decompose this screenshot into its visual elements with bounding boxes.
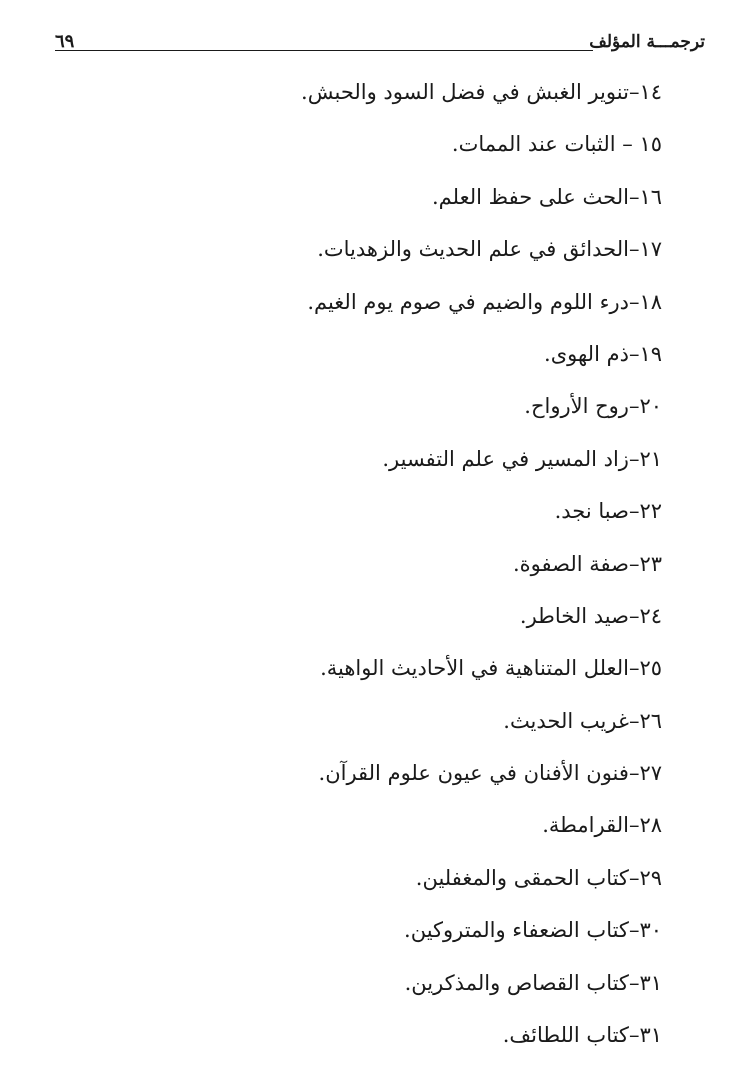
bibliography-list <box>102 72 662 1067</box>
list-item <box>102 753 662 805</box>
list-item <box>102 72 662 124</box>
item-dash: – <box>628 341 640 366</box>
item-number: ١٩ <box>639 341 662 366</box>
running-header <box>55 30 705 56</box>
item-number: ٢٣ <box>639 551 662 576</box>
item-dash: – <box>628 918 640 943</box>
item-dash: – <box>628 499 640 524</box>
item-title: فنون الأفنان في عيون علوم القرآن. <box>318 761 629 786</box>
list-item <box>102 386 662 438</box>
item-dash: – <box>628 761 640 786</box>
item-number: ١٨ <box>639 289 662 314</box>
item-number: ٢٤ <box>639 603 662 628</box>
item-dash: – <box>628 394 640 419</box>
item-dash: – <box>628 865 640 890</box>
item-dash: – <box>628 237 640 262</box>
list-item <box>102 805 662 857</box>
list-item <box>102 282 662 334</box>
item-number: ١٦ <box>639 184 662 209</box>
item-number: ٢٩ <box>639 865 662 890</box>
list-item <box>102 544 662 596</box>
item-title: الثبات عند الممات. <box>451 132 616 157</box>
header-title: ترجمـــة المؤلف <box>589 32 705 52</box>
item-number: ٢٠ <box>639 394 662 419</box>
item-number: ٢٥ <box>639 656 662 681</box>
list-item <box>102 1015 662 1067</box>
item-title: كتاب القصاص والمذكرين. <box>404 970 629 995</box>
item-dash: – <box>628 184 640 209</box>
item-title: درء اللوم والضيم في صوم يوم الغيم. <box>307 289 629 314</box>
item-title: كتاب اللطائف. <box>502 1023 629 1048</box>
item-number: ٢٧ <box>639 761 662 786</box>
item-title: غريب الحديث. <box>503 708 629 733</box>
list-item <box>102 910 662 962</box>
item-title: روح الأرواح. <box>524 394 629 419</box>
item-title: العلل المتناهية في الأحاديث الواهية. <box>320 656 629 681</box>
item-title: كتاب الحمقى والمغفلين. <box>415 865 629 890</box>
list-item <box>102 858 662 910</box>
item-number: ٣٠ <box>639 918 662 943</box>
item-number: ٢١ <box>639 446 662 471</box>
list-item <box>102 491 662 543</box>
item-dash: – <box>628 656 640 681</box>
item-dash: – <box>628 813 640 838</box>
item-number: ١٧ <box>639 237 662 262</box>
item-number: ٢٢ <box>639 499 662 524</box>
list-item <box>102 963 662 1015</box>
item-dash: – <box>628 551 640 576</box>
item-title: الحدائق في علم الحديث والزهديات. <box>317 237 629 262</box>
page-number: ٦٩ <box>55 31 75 52</box>
item-title: ذم الهوى. <box>544 341 629 366</box>
item-title: صيد الخاطر. <box>519 603 629 628</box>
item-dash: – <box>615 132 640 157</box>
item-title: كتاب الضعفاء والمتروكين. <box>404 918 629 943</box>
item-title: الحث على حفظ العلم. <box>432 184 629 209</box>
item-number: ١٤ <box>639 80 662 104</box>
item-title: زاد المسير في علم التفسير. <box>382 446 629 471</box>
list-item <box>102 124 662 176</box>
list-item <box>102 648 662 700</box>
item-title: تنوير الغبش في فضل السود والحبش. <box>301 80 629 104</box>
list-item <box>102 596 662 648</box>
list-item <box>102 229 662 281</box>
item-number: ١٥ <box>639 132 662 157</box>
list-item <box>102 177 662 229</box>
item-dash: – <box>628 80 640 104</box>
header-rule <box>55 50 593 51</box>
item-number: ٢٦ <box>639 708 662 733</box>
item-number: ٢٨ <box>639 813 662 838</box>
item-number: ٣١ <box>639 1023 662 1048</box>
item-dash: – <box>628 446 640 471</box>
list-item <box>102 439 662 491</box>
item-number: ٣١ <box>639 970 662 995</box>
list-item <box>102 701 662 753</box>
list-item <box>102 334 662 386</box>
item-dash: – <box>628 1023 640 1048</box>
item-dash: – <box>628 289 640 314</box>
item-dash: – <box>628 603 640 628</box>
item-dash: – <box>628 708 640 733</box>
item-title: صفة الصفوة. <box>512 551 629 576</box>
item-title: القرامطة. <box>542 813 629 838</box>
item-title: صبا نجد. <box>554 499 629 524</box>
item-dash: – <box>628 970 640 995</box>
